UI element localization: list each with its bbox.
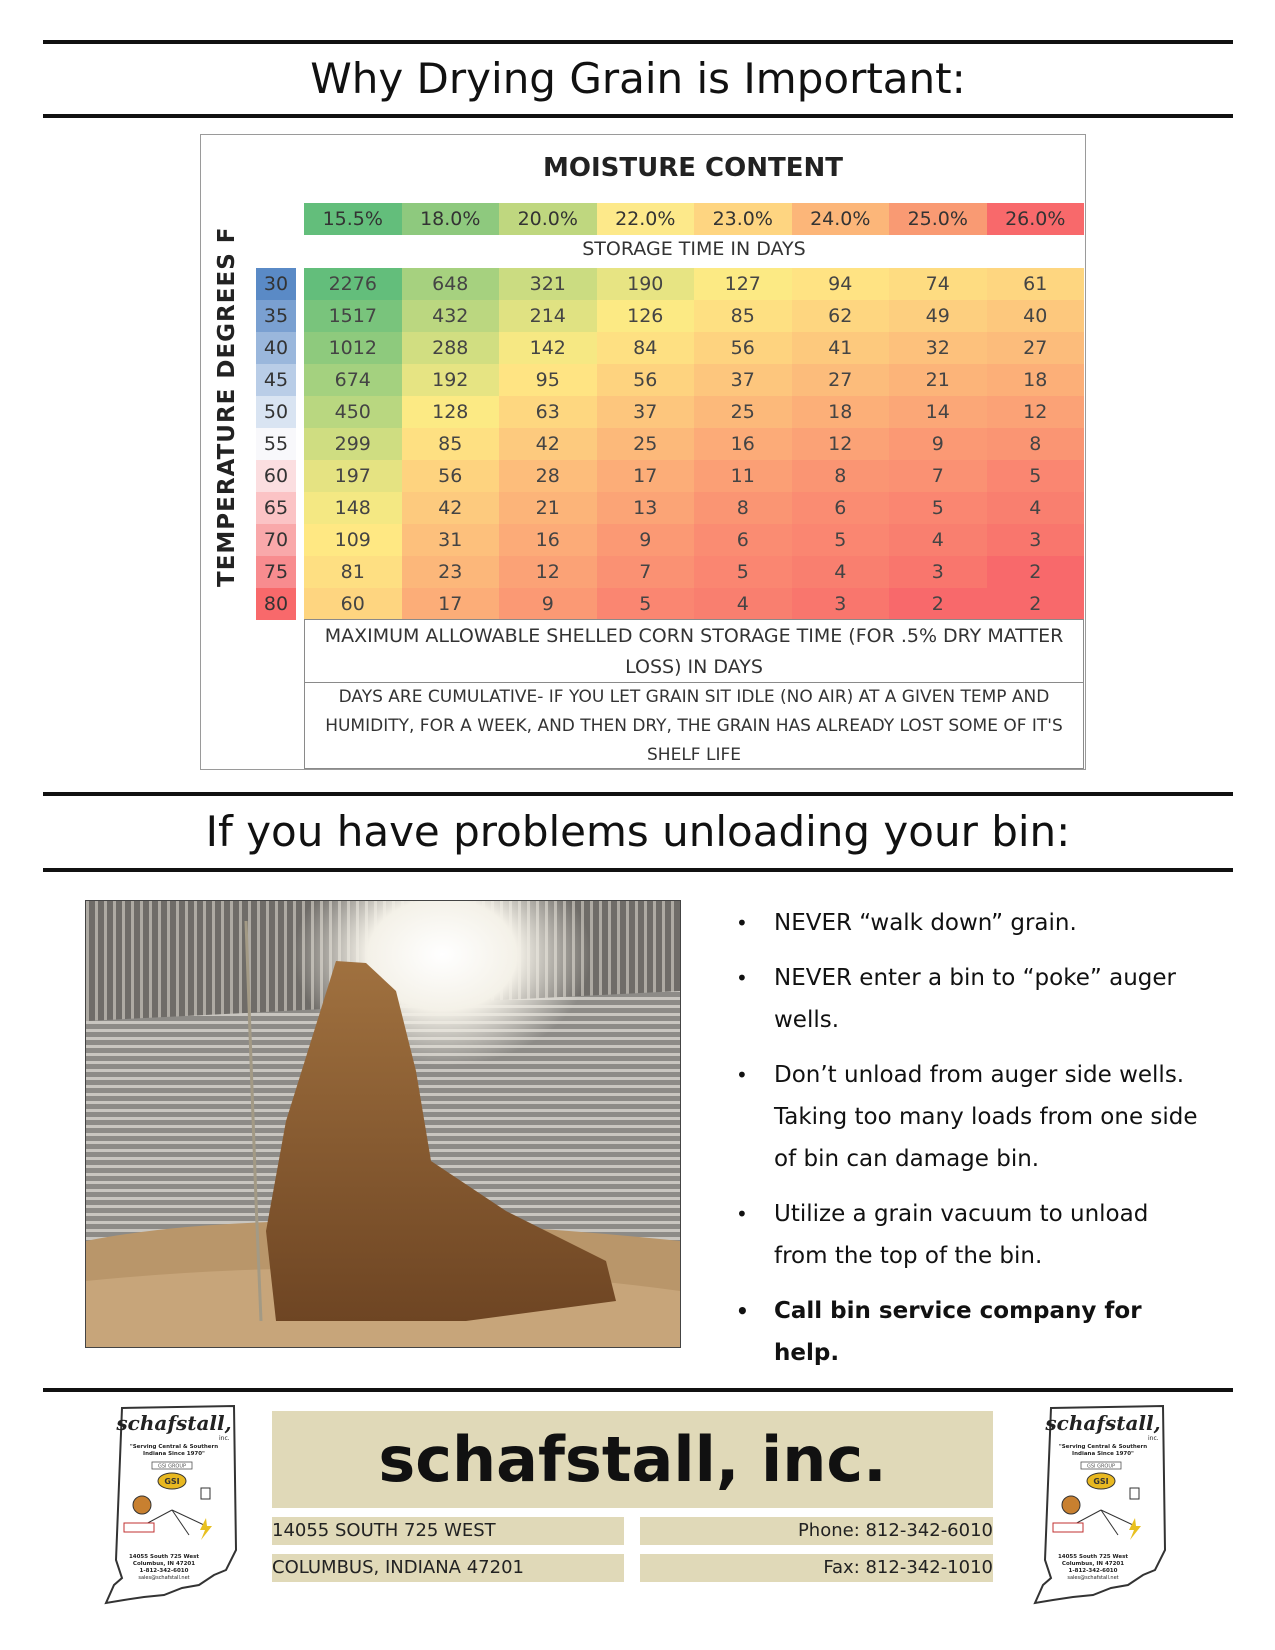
svg-text:GSI GROUP: GSI GROUP — [1086, 1463, 1116, 1470]
footer-rule — [43, 1388, 1233, 1392]
section-heading-drying: Why Drying Grain is Important: — [310, 54, 966, 103]
storage-days-cell: 74 — [889, 268, 987, 300]
temperature-row-label: 65 — [256, 492, 296, 524]
storage-days-cell: 85 — [694, 300, 792, 332]
storage-days-cell: 31 — [402, 524, 500, 556]
storage-days-cell: 214 — [499, 300, 597, 332]
storage-days-cell: 17 — [597, 460, 695, 492]
storage-days-cell: 17 — [402, 588, 500, 620]
storage-days-cell: 7 — [889, 460, 987, 492]
storage-days-cell: 126 — [597, 300, 695, 332]
storage-days-cell: 84 — [597, 332, 695, 364]
storage-days-cell: 11 — [694, 460, 792, 492]
storage-days-cell: 60 — [304, 588, 402, 620]
storage-days-cell: 56 — [597, 364, 695, 396]
temperature-row-label: 30 — [256, 268, 296, 300]
storage-days-cell: 9 — [889, 428, 987, 460]
storage-days-cell: 127 — [694, 268, 792, 300]
company-name-banner: schafstall, inc. — [272, 1411, 993, 1508]
storage-days-cell: 49 — [889, 300, 987, 332]
storage-days-cell: 25 — [597, 428, 695, 460]
storage-days-cell: 5 — [792, 524, 890, 556]
storage-days-cell: 3 — [987, 524, 1085, 556]
storage-days-cell: 12 — [499, 556, 597, 588]
storage-days-cell: 6 — [792, 492, 890, 524]
storage-days-cell: 674 — [304, 364, 402, 396]
storage-days-cell: 9 — [499, 588, 597, 620]
moisture-column-header: 15.5% — [304, 203, 402, 235]
storage-days-cell: 109 — [304, 524, 402, 556]
storage-days-cell: 190 — [597, 268, 695, 300]
storage-days-cell: 5 — [597, 588, 695, 620]
svg-text:schafstall,: schafstall, — [1045, 1411, 1161, 1435]
storage-days-cell: 37 — [597, 396, 695, 428]
svg-text:Columbus, IN 47201: Columbus, IN 47201 — [1061, 1561, 1125, 1567]
moisture-column-header: 20.0% — [499, 203, 597, 235]
moisture-column-header: 24.0% — [792, 203, 890, 235]
storage-days-cell: 16 — [499, 524, 597, 556]
temperature-row-label: 50 — [256, 396, 296, 428]
storage-days-cell: 42 — [402, 492, 500, 524]
storage-days-cell: 5 — [889, 492, 987, 524]
svg-text:Indiana Since 1970": Indiana Since 1970" — [143, 1451, 205, 1457]
heading-rule — [43, 114, 1233, 118]
storage-days-cell: 95 — [499, 364, 597, 396]
storage-days-cell: 27 — [792, 364, 890, 396]
storage-days-cell: 288 — [402, 332, 500, 364]
svg-text:GSI: GSI — [164, 1477, 180, 1486]
storage-days-cell: 5 — [694, 556, 792, 588]
storage-days-cell: 432 — [402, 300, 500, 332]
storage-days-cell: 3 — [792, 588, 890, 620]
moisture-column-header: 26.0% — [987, 203, 1085, 235]
storage-days-cell: 56 — [402, 460, 500, 492]
storage-days-cell: 321 — [499, 268, 597, 300]
moisture-column-header: 25.0% — [889, 203, 987, 235]
fax-number: Fax: 812-342-1010 — [640, 1554, 993, 1582]
storage-days-cell: 21 — [499, 492, 597, 524]
svg-text:"Serving Central & Southern: "Serving Central & Southern — [129, 1444, 219, 1450]
storage-days-cell: 192 — [402, 364, 500, 396]
storage-days-cell: 299 — [304, 428, 402, 460]
storage-days-cell: 18 — [987, 364, 1085, 396]
storage-days-cell: 4 — [987, 492, 1085, 524]
moisture-column-header: 23.0% — [694, 203, 792, 235]
storage-days-cell: 42 — [499, 428, 597, 460]
storage-days-cell: 6 — [694, 524, 792, 556]
bullet-item-call-help: • Call bin service company for help. — [728, 1290, 1198, 1374]
storage-days-cell: 94 — [792, 268, 890, 300]
logo-brand: schafstall, — [116, 1411, 232, 1435]
top-rule — [43, 40, 1233, 44]
section2-heading-rule — [43, 868, 1233, 872]
indiana-map-logo-left — [94, 1400, 244, 1605]
moisture-column-header: 18.0% — [402, 203, 500, 235]
storage-days-cell: 8 — [694, 492, 792, 524]
storage-days-cell: 27 — [987, 332, 1085, 364]
storage-days-cell: 1012 — [304, 332, 402, 364]
storage-days-cell: 13 — [597, 492, 695, 524]
temperature-row-label: 75 — [256, 556, 296, 588]
storage-days-cell: 197 — [304, 460, 402, 492]
temperature-row-label: 70 — [256, 524, 296, 556]
storage-days-cell: 8 — [987, 428, 1085, 460]
storage-days-cell: 2 — [987, 556, 1085, 588]
svg-text:14055 South 725 West: 14055 South 725 West — [1057, 1554, 1129, 1560]
bullet-item: • Don’t unload from auger side wells. Taking too many loads from one side of bin can damage bin. — [728, 1054, 1198, 1180]
storage-days-cell: 2 — [987, 588, 1085, 620]
storage-days-cell: 81 — [304, 556, 402, 588]
storage-days-cell: 148 — [304, 492, 402, 524]
svg-text:GSI: GSI — [1093, 1477, 1109, 1486]
storage-days-cell: 63 — [499, 396, 597, 428]
bullet-item: • NEVER enter a bin to “poke” auger wells. — [728, 957, 1198, 1041]
chart-note: DAYS ARE CUMULATIVE- IF YOU LET GRAIN SIT IDLE (NO AIR) AT A GIVEN TEMP AND HUMIDITY, FOR A WEEK, AND THEN DRY, THE GRAIN HAS ALREADY LOST SOME OF IT'S SHELF LIFE — [304, 683, 1084, 769]
storage-days-cell: 9 — [597, 524, 695, 556]
storage-days-cell: 648 — [402, 268, 500, 300]
storage-days-cell: 62 — [792, 300, 890, 332]
svg-text:inc.: inc. — [219, 1435, 230, 1442]
temperature-row-label: 45 — [256, 364, 296, 396]
storage-days-cell: 2 — [889, 588, 987, 620]
temperature-row-label: 35 — [256, 300, 296, 332]
storage-days-cell: 142 — [499, 332, 597, 364]
storage-days-cell: 16 — [694, 428, 792, 460]
storage-days-cell: 128 — [402, 396, 500, 428]
storage-days-cell: 32 — [889, 332, 987, 364]
storage-days-cell: 40 — [987, 300, 1085, 332]
svg-text:sales@schafstall.net: sales@schafstall.net — [1067, 1575, 1119, 1581]
svg-text:inc.: inc. — [1148, 1435, 1159, 1442]
storage-days-cell: 21 — [889, 364, 987, 396]
svg-text:GSI GROUP: GSI GROUP — [157, 1463, 187, 1470]
storage-days-cell: 4 — [694, 588, 792, 620]
storage-days-cell: 8 — [792, 460, 890, 492]
storage-days-cell: 2276 — [304, 268, 402, 300]
storage-days-cell: 37 — [694, 364, 792, 396]
svg-text:1-812-342-6010: 1-812-342-6010 — [1068, 1568, 1118, 1574]
storage-days-cell: 85 — [402, 428, 500, 460]
storage-days-cell: 41 — [792, 332, 890, 364]
chart-caption: MAXIMUM ALLOWABLE SHELLED CORN STORAGE TIME (FOR .5% DRY MATTER LOSS) IN DAYS — [304, 619, 1084, 683]
svg-text:Columbus, IN 47201: Columbus, IN 47201 — [132, 1561, 196, 1567]
temperature-row-label: 80 — [256, 588, 296, 620]
svg-text:"Serving Central & Southern: "Serving Central & Southern — [1058, 1444, 1148, 1450]
temperature-row-label: 40 — [256, 332, 296, 364]
moisture-column-header: 22.0% — [597, 203, 695, 235]
storage-days-cell: 450 — [304, 396, 402, 428]
storage-days-cell: 14 — [889, 396, 987, 428]
section-heading-unloading: If you have problems unloading your bin: — [205, 807, 1071, 856]
phone-number: Phone: 812-342-6010 — [640, 1517, 993, 1545]
chart-y-axis-label: TEMPERATURE DEGREES F — [214, 226, 240, 587]
storage-days-cell: 5 — [987, 460, 1085, 492]
storage-days-cell: 7 — [597, 556, 695, 588]
chart-subheader: STORAGE TIME IN DAYS — [582, 238, 806, 260]
svg-text:1-812-342-6010: 1-812-342-6010 — [139, 1568, 189, 1574]
chart-title: MOISTURE CONTENT — [543, 153, 843, 183]
temperature-row-label: 60 — [256, 460, 296, 492]
grain-bin-photo — [85, 900, 681, 1348]
bullet-item: • NEVER “walk down” grain. — [728, 902, 1198, 944]
section2-top-rule — [43, 792, 1233, 796]
svg-text:Indiana Since 1970": Indiana Since 1970" — [1072, 1451, 1134, 1457]
storage-days-cell: 28 — [499, 460, 597, 492]
temperature-row-label: 55 — [256, 428, 296, 460]
storage-days-cell: 12 — [987, 396, 1085, 428]
storage-days-cell: 18 — [792, 396, 890, 428]
svg-text:14055 South 725 West: 14055 South 725 West — [128, 1554, 200, 1560]
storage-days-cell: 25 — [694, 396, 792, 428]
safety-bullet-list — [728, 902, 1198, 1387]
storage-days-cell: 23 — [402, 556, 500, 588]
storage-time-chart — [200, 134, 1086, 770]
storage-days-cell: 4 — [792, 556, 890, 588]
storage-days-cell: 4 — [889, 524, 987, 556]
storage-days-cell: 12 — [792, 428, 890, 460]
storage-days-cell: 3 — [889, 556, 987, 588]
storage-days-cell: 1517 — [304, 300, 402, 332]
address-line-1: 14055 SOUTH 725 WEST — [272, 1517, 624, 1545]
address-line-2: COLUMBUS, INDIANA 47201 — [272, 1554, 624, 1582]
storage-days-cell: 61 — [987, 268, 1085, 300]
storage-days-cell: 56 — [694, 332, 792, 364]
svg-text:sales@schafstall.net: sales@schafstall.net — [138, 1575, 190, 1581]
indiana-map-logo-right — [1023, 1400, 1173, 1605]
bullet-item: • Utilize a grain vacuum to unload from the top of the bin. — [728, 1193, 1198, 1277]
